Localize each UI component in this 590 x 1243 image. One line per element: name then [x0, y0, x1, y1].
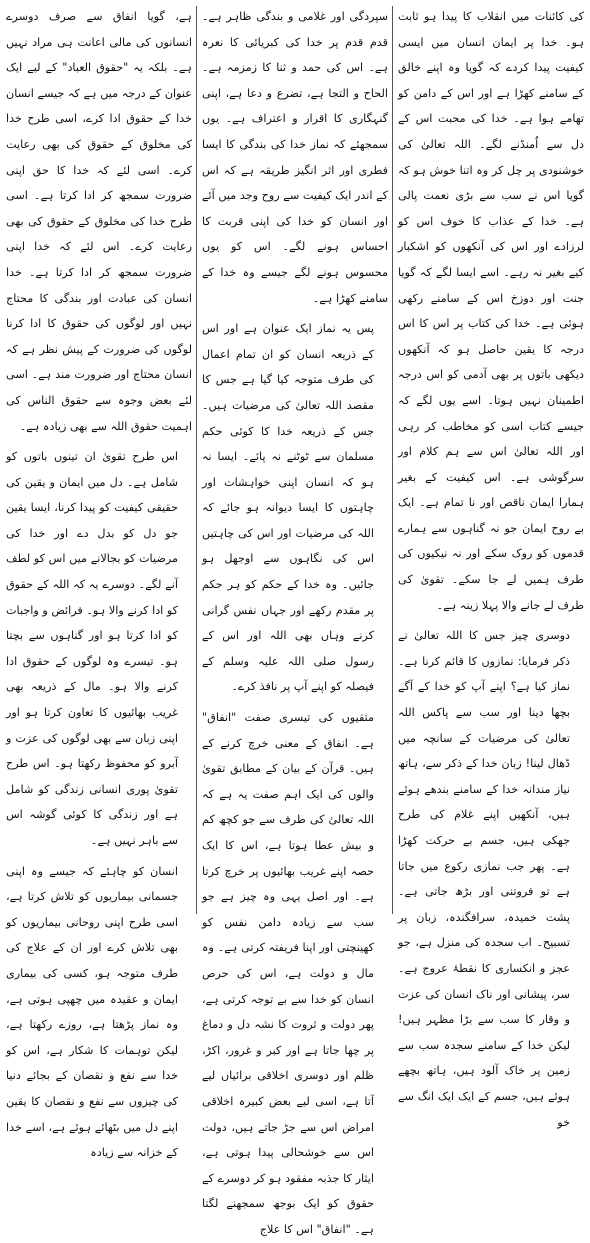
column-divider	[392, 6, 393, 914]
paragraph: پس یہ نماز ایک عنوان ہے اور اس کے ذریعہ انسان کو ان تمام اعمال کی طرف متوجہ کیا گیا ہے جس کا مقصد اللہ تعالیٰ کی مرضیات ہیں۔ جس کے ذریعہ خدا کا کوئی حکم مسلمان سے ٹوٹنے نہ پائے۔ ایسا نہ ہو کہ انسان اپنی خواہشات اور چاہتوں کا ایسا دیوانہ ہو جائے کہ اللہ کی مرضیات اور اس کی چاہتیں اس کی نگاہوں سے اوجھل ہو جائیں۔ وہ خدا کے حکم کو ہر حکم پر مقدم رکھے اور جہاں نفس گرانی کرنے وہاں بھی اللہ اور اس کے رسول صلی اللہ علیہ وسلم کے فیصلہ کو اپنے آپ پر نافذ کرے۔	[202, 322, 374, 694]
paragraph: دوسری چیز جس کا اللہ تعالیٰ نے ذکر فرمایا: نمازوں کا قائم کرنا ہے۔ نماز کیا ہے؟ اپنے آپ کو خدا کے آگے بچھا دینا اور سب سے پاکس اللہ تعالیٰ کی مرضیات کے سانچہ میں ڈھال لینا! زبان خدا کے ذکر سے، ہاتھ نیاز مندانہ خدا کے سامنے بندھے ہوئے ہیں، آنکھیں اپنے غلام کی طرح جھکی ہیں، جسم بے حرکت کھڑا ہے۔ پھر جب نمازی رکوع میں جاتا ہے تو فروتنی اور بڑھ جاتی ہے۔ پشت خمیدہ، سرافگندہ، زبان پر تسبیح۔ اب سجدہ کی منزل ہے، جو عجز و انکساری کا نقطۂ عروج ہے۔ سر، پیشانی اور ناک انسان کی عزت و وقار کا سب سے بڑا مظہر ہیں! لیکن خدا کے سامنے سجدہ سب سے زمین پر خاک آلود ہیں، ہاتھ بچھے ہوئے ہیں، جسم کے ایک ایک انگ سے خو	[398, 629, 570, 1129]
column-middle	[202, 4, 388, 1236]
paragraph: سپردگی اور غلامی و بندگی ظاہر ہے۔ قدم قدم پر خدا کی کبریائی کا نعرہ ہے۔ اس کی حمد و ثنا کا زمزمہ ہے۔ الحاح و التجا ہے، تضرع و دعا ہے، اپنی گنہگاری کا اقرار و اعتراف ہے۔ یوں سمجھئے کہ نماز خدا کی بندگی کا ایسا فطری اور اثر انگیز طریقہ ہے کہ اس کے اندر ایک کیفیت سے روح وجد میں آئے اور انسان کو خدا کی اپنی قربت کا احساس ہونے لگے۔ اس کو یوں محسوس ہونے لگے جیسے وہ خدا کے سامنے کھڑا ہے۔	[202, 10, 388, 305]
column-divider	[196, 6, 197, 914]
paragraph: اس طرح تقویٰ ان تینوں باتوں کو شامل ہے۔ دل میں ایمان و یقین کی حقیقی کیفیت کو پیدا کرنا، ایسا یقین جو دل کو بدل دے اور خدا کی مرضیات کو بجالانے میں اس کو لطف آنے لگے۔ دوسرے یہ کہ اللہ کے حقوق کو ادا کرنے والا ہو۔ فرائض و واجبات کو ادا کرتا ہو اور گناہوں سے بچتا ہو۔ تیسرے وہ لوگوں کے حقوق ادا کرنے والا ہو۔ مال کے ذریعہ بھی غریب بھائیوں کا تعاون کرتا ہو اور اپنی زبان سے بھی لوگوں کی عزت و آبرو کو محفوظ رکھتا ہو۔ اس طرح تقویٰ پوری انسانی زندگی کو شامل ہے اور زندگی کا کوئی گوشہ اس سے باہر نہیں ہے۔	[6, 450, 178, 847]
paragraph: ہے، گویا انفاق سے صرف دوسرے انسانوں کی مالی اعانت ہی مراد نہیں ہے۔ بلکہ یہ "حقوق العباد" کے لیے ایک عنوان کے درجہ میں ہے کہ جیسے انسان خدا کے حقوق ادا کرے، اسی طرح خدا کی مخلوق کے حقوق کی بھی رعایت کرے۔ اسی لئے کہ خدا کا حق اپنی ضرورت سمجھ کر ادا کرتا ہے۔ اسی طرح خدا کی مخلوق کے حقوق کی بھی رعایت کرے۔ اس لئے کہ خدا اپنی ضرورت سمجھ کر ادا کرتا ہے۔ خدا انسان کی عبادت اور بندگی کا محتاج نہیں اور لوگوں کی حقوق کا ادا کرنا لوگوں کی ضرورت کے پیش نظر ہے کہ انسان محتاج اور ضرورت مند ہے۔ اسی لئے بعض وجوہ سے حقوق الناس کی اہمیت حقوق اللہ سے بھی زیادہ ہے۔	[6, 10, 192, 433]
newspaper-page	[6, 4, 584, 1236]
column-left	[6, 4, 192, 1160]
column-right	[398, 4, 584, 1129]
paragraph: انسان کو چاہئے کہ جیسے وہ اپنی جسمانی بیماریوں کو تلاش کرتا ہے، اسی طرح اپنی روحانی بیماریوں کو بھی تلاش کرے اور ان کے علاج کی طرف متوجہ ہو، کسی کی بیماری ایمان و عقیدہ میں چھپی ہوتی ہے، وہ نماز پڑھتا ہے، روزے رکھتا ہے، لیکن توہمات کا شکار ہے، اس کو خدا سے نفع و نقصان کے بجائے دنیا کی چیزوں سے نفع و نقصان کا یقین اپنے دل میں بٹھائے ہوئے ہے، اسے خدا کے خزانہ سے زیادہ	[6, 864, 178, 1160]
paragraph: متقیوں کی تیسری صفت "انفاق" ہے۔ انفاق کے معنی خرچ کرنے کے ہیں۔ قرآن کے بیان کے مطابق تقویٰ والوں کی ایک اہم صفت یہ ہے کہ اللہ تعالیٰ کی طرف سے جو کچھ کم و بیش عطا ہوتا ہے، اس کا ایک حصہ اپنے غریب بھائیوں پر خرچ کرتا ہے۔ اور اصل یہی وہ چیز ہے جو سب سے زیادہ دامن نفس کو کھینچتی اور اپنا فریفتہ کرتی ہے۔ وہ مال و دولت ہے، اس کی حرص انسان کو خدا سے بے توجہ کرتی ہے، پھر دولت و ثروت کا نشہ دل و دماغ پر چھا جاتا ہے اور کبر و غرور، اکڑ، ظلم اور دوسری اخلاقی برائیاں لیے آتا ہے، اسی لیے بعض کبیرہ اخلاقی امراض اس سے جڑ جاتے ہیں، دولت اس سے خوشحالی پیدا ہوتی ہے، ایثار کا جذبہ مفقود ہو کر دوسرے کے حقوق کو ایک بوجھ سمجھنے لگتا ہے۔ "انفاق" اس کا علاج	[202, 711, 374, 1236]
paragraph: کی کائنات میں انقلاب کا پیدا ہو ثابت ہو۔ خدا پر ایمان انسان میں ایسی کیفیت پیدا کردے کہ گویا وہ اپنے خالق کے سامنے کھڑا ہے اور اس کے دامن کو تھامے ہوا ہے۔ خدا کی محبت اس کے دل سے اُمنڈنے لگے۔ اللہ تعالیٰ کی خوشنودی پر چل کر وہ اتنا خوش ہو کہ گویا اس نے سب سے بڑی نعمت پالی ہے۔ خدا کے عذاب کا خوف اس کو لرزادے اور اس کی آنکھوں کو اشکبار کیے بغیر نہ رہے۔ اسے ایسا لگے کہ گویا جنت اور دوزخ اس کے سامنے رکھی ہوئی ہے۔ خدا کی کتاب پر اس کا اس درجہ کا یقین حاصل ہو کہ آنکھوں دیکھی باتوں پر بھی آدمی کو اس درجہ اطمینان نہیں ہوتا۔ اسے یوں لگے کہ جیسے کتاب اسی کو مخاطب کر رہی اور اللہ تعالیٰ اس سے ہم کلام اور سرگوشی ہے۔ اس کیفیت کے بغیر ہمارا ایمان ناقص اور نا تمام ہے۔ ایک بے روح ایمان جو نہ گناہوں سے ہمارے قدموں کو روک سکے اور نہ نیکیوں کی طرف ہمیں لے جا سکے۔ تقویٰ کی طرف لے جانے والا پہلا زینہ ہے۔	[398, 10, 584, 612]
